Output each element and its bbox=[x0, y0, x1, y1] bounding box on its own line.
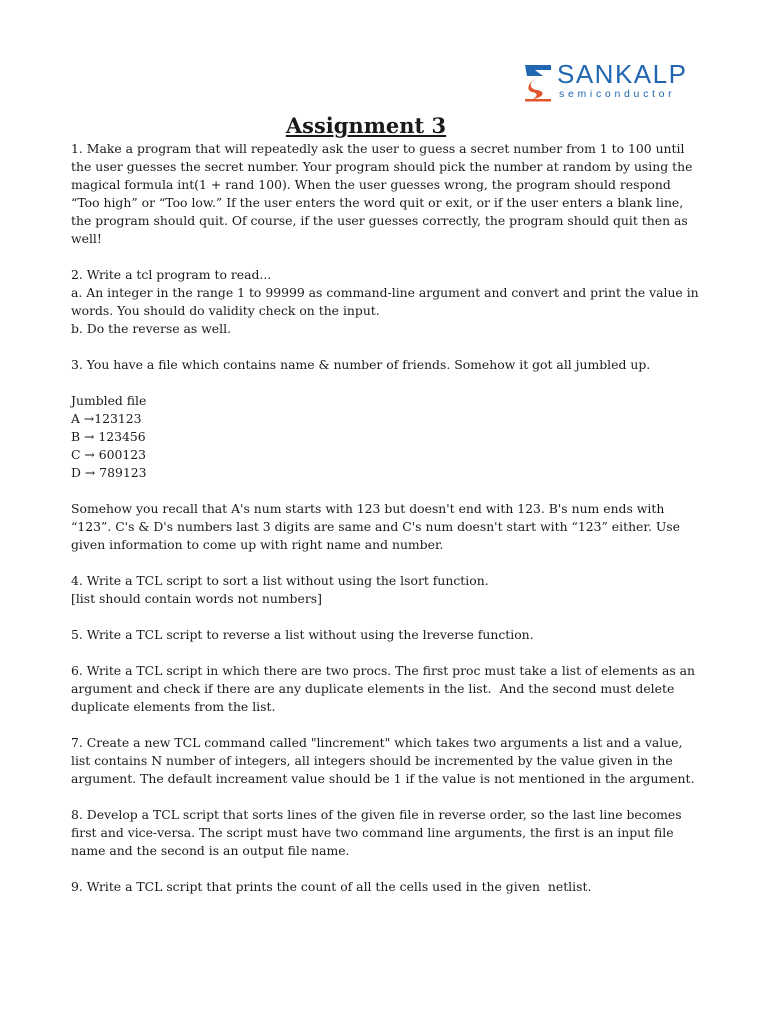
question-3: 3. You have a file which contains name & number of friends. Somehow it got all jumbled up. bbox=[71, 357, 651, 372]
jumbled-row: C → 600123 bbox=[71, 447, 147, 462]
jumbled-file-heading: Jumbled file bbox=[71, 393, 147, 408]
question-6: 6. Write a TCL script in which there are two procs. The first proc must take a list of elements as an argument and check if there are any duplicate elements in the list. And the second must delete duplicate elements from the list. bbox=[71, 663, 699, 714]
logo-mark-icon bbox=[523, 62, 553, 102]
logo-tagline: semiconductor bbox=[559, 88, 676, 100]
question-5: 5. Write a TCL script to reverse a list without using the lreverse function. bbox=[71, 627, 534, 642]
jumbled-row: A →123123 bbox=[71, 411, 142, 426]
question-9: 9. Write a TCL script that prints the count of all the cells used in the given netlist. bbox=[71, 879, 592, 894]
logo-name: SANKALP bbox=[557, 59, 688, 89]
question-1: 1. Make a program that will repeatedly ask the user to guess a secret number from 1 to 100 until the user guesses the secret number. Your program should pick the number at random by using the magical formula int(1 + rand 100). When the user guesses wrong, the program should respond “Too high” or “Too low.” If the user enters the word quit or exit, or if the user enters a blank line, the program should quit. Of course, if the user guesses correctly, the program should quit then as well! bbox=[71, 141, 697, 246]
page-title: Assignment 3 bbox=[285, 113, 447, 138]
question-8: 8. Develop a TCL script that sorts lines of the given file in reverse order, so the last line becomes first and vice-versa. The script must have two command line arguments, the first is an input file name and the second is an output file name. bbox=[71, 807, 686, 858]
company-logo bbox=[523, 59, 701, 105]
question-3-hint: Somehow you recall that A's num starts with 123 but doesn't end with 123. B's num ends with “123”. C's & D's numbers last 3 digits are same and C's num doesn't start with “123” either. Use given information to come up with right name and number. bbox=[71, 501, 684, 552]
question-2: 2. Write a tcl program to read... a. An integer in the range 1 to 99999 as command-line argument and convert and print the value in words. You should do validity check on the input. b. Do the reverse as well. bbox=[71, 267, 699, 336]
question-7: 7. Create a new TCL command called "lincrement" which takes two arguments a list and a value, list contains N number of integers, all integers should be incremented by the value given in the argument. The default increament value should be 1 if the value is not mentioned in the argument. bbox=[71, 735, 695, 786]
question-4: 4. Write a TCL script to sort a list without using the lsort function. [list should contain words not numbers] bbox=[71, 573, 489, 606]
jumbled-file-list bbox=[71, 392, 701, 482]
assignment-body bbox=[71, 140, 701, 914]
jumbled-row: D → 789123 bbox=[71, 465, 147, 480]
jumbled-row: B → 123456 bbox=[71, 429, 146, 444]
